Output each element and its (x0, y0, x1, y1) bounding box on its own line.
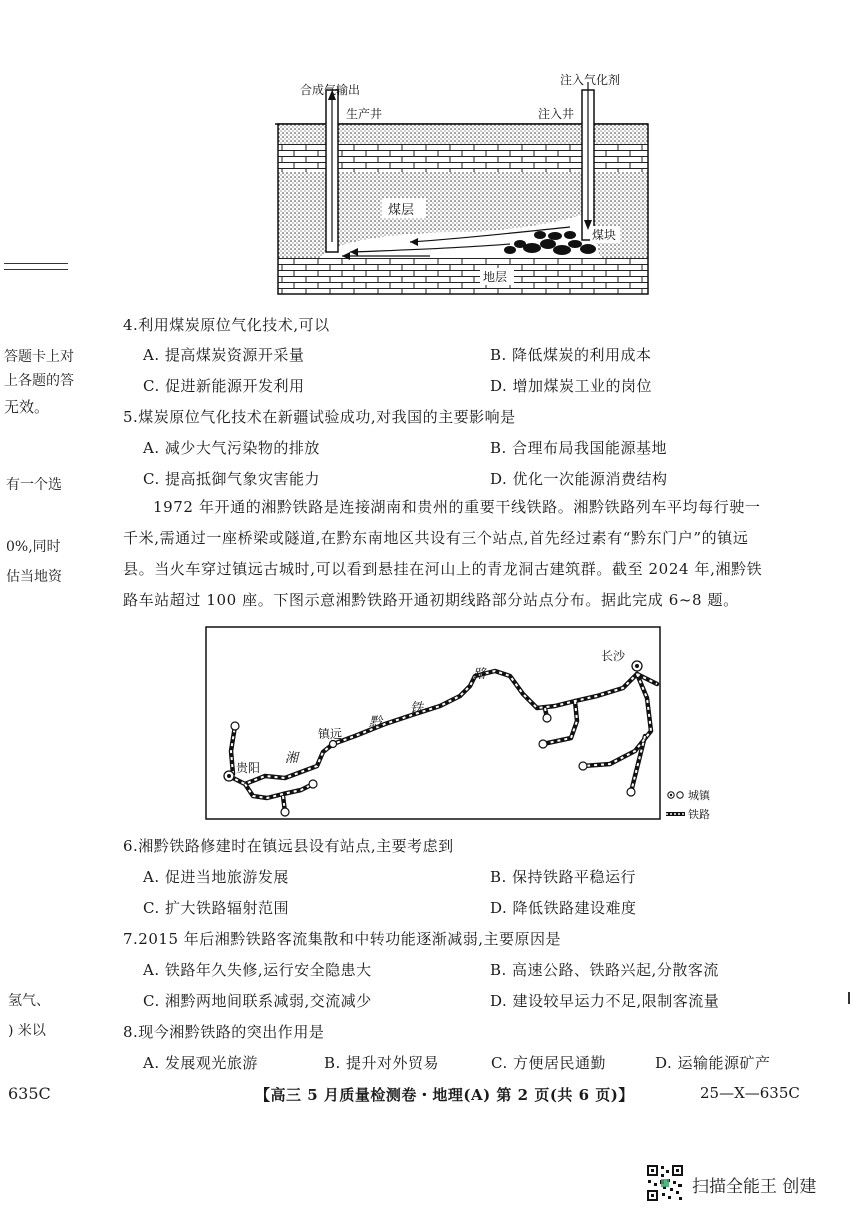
question-4-option-d: D. 增加煤炭工业的岗位 (490, 377, 653, 395)
passage-line-3: 县。当火车穿过镇远古城时,可以看到悬挂在河山上的青龙洞古建筑群。截至 2024 年,湘黔铁 (123, 560, 763, 578)
question-8-option-b: B. 提升对外贸易 (324, 1054, 440, 1072)
city-guiyang-label: 贵阳 (236, 761, 261, 775)
question-7-option-c: C. 湘黔两地间联系减弱,交流减少 (143, 992, 372, 1010)
gas-output-label: 合成气输出 (300, 83, 361, 97)
question-7-stem: 7.2015 年后湘黔铁路客流集散和中转功能逐渐减弱,主要原因是 (123, 930, 562, 948)
injection-well-label: 注入井 (538, 107, 575, 121)
question-6-option-a: A. 促进当地旅游发展 (143, 868, 289, 886)
question-4-option-a: A. 提高煤炭资源开采量 (143, 346, 305, 364)
question-4-option-b: B. 降低煤炭的利用成本 (490, 346, 652, 364)
map-legend (666, 788, 711, 821)
city-changsha-marker (632, 661, 642, 671)
production-well-label: 生产井 (346, 107, 383, 121)
margin-text-1: 答题卡上对 (4, 349, 74, 365)
town-zhenyuan-label: 镇远 (318, 727, 343, 741)
scanner-watermark-text: 扫描全能王 创建 (692, 1177, 817, 1197)
qr-code-icon (646, 1164, 684, 1202)
question-7-option-b: B. 高速公路、铁路兴起,分散客流 (490, 961, 719, 979)
stratum-label: 地层 (483, 270, 508, 284)
coal-gasification-diagram (270, 72, 655, 302)
question-6-option-c: C. 扩大铁路辐射范围 (143, 899, 289, 917)
question-7-option-a: A. 铁路年久失修,运行安全隐患大 (143, 961, 372, 979)
passage-line-4: 路车站超过 100 座。下图示意湘黔铁路开通初期线路部分站点分布。据此完成 6~8 题。 (123, 591, 739, 609)
margin-text-6: 估当地资 (6, 569, 62, 585)
margin-text-7: 氢气、 (8, 993, 50, 1009)
margin-rule (4, 263, 68, 264)
right-edge-mark (848, 992, 850, 1004)
question-4-stem: 4.利用煤炭原位气化技术,可以 (123, 316, 330, 334)
question-5-option-b: B. 合理布局我国能源基地 (490, 439, 668, 457)
coal-block-label: 煤块 (592, 228, 617, 242)
margin-text-8: ) 米以 (8, 1023, 46, 1039)
rail-label-char-2: 黔 (369, 715, 383, 730)
question-5-option-a: A. 减少大气污染物的排放 (143, 439, 320, 457)
question-5-stem: 5.煤炭原位气化技术在新疆试验成功,对我国的主要影响是 (123, 408, 516, 426)
passage-line-1: 1972 年开通的湘黔铁路是连接湖南和贵州的重要干线铁路。湘黔铁路列车平均每行驶一 (153, 498, 761, 516)
railway-map (205, 626, 725, 826)
question-8-option-a: A. 发展观光旅游 (143, 1054, 258, 1072)
rail-label-char-3: 铁 (410, 701, 424, 716)
question-4-option-c: C. 促进新能源开发利用 (143, 377, 305, 395)
margin-text-4: 有一个选 (6, 477, 62, 493)
question-8-option-d: D. 运输能源矿产 (655, 1054, 771, 1072)
margin-text-2: 上各题的答 (4, 373, 74, 389)
page-footer-code: 25—X—635C (700, 1084, 800, 1102)
question-6-stem: 6.湘黔铁路修建时在镇远县设有站点,主要考虑到 (123, 837, 454, 855)
question-8-stem: 8.现今湘黔铁路的突出作用是 (123, 1023, 325, 1041)
rail-label-char-4: 路 (473, 667, 487, 682)
rail-label-char-1: 湘 (285, 751, 299, 766)
margin-rule-2 (4, 269, 68, 270)
page-footer-title: 【高三 5 月质量检测卷・地理(A) 第 2 页(共 6 页)】 (255, 1086, 634, 1104)
question-6-option-d: D. 降低铁路建设难度 (490, 899, 637, 917)
inject-agent-label: 注入气化剂 (560, 73, 621, 87)
margin-text-9: 635C (8, 1084, 51, 1103)
question-5-option-d: D. 优化一次能源消费结构 (490, 470, 668, 488)
city-guiyang-marker (224, 771, 234, 781)
legend-city-label: 城镇 (688, 789, 710, 802)
margin-text-3: 无效。 (4, 398, 50, 416)
coal-seam-label: 煤层 (388, 203, 415, 218)
margin-text-5: 0%,同时 (6, 539, 61, 555)
question-5-option-c: C. 提高抵御气象灾害能力 (143, 470, 320, 488)
passage (123, 492, 793, 616)
question-8-option-c: C. 方便居民通勤 (491, 1054, 606, 1072)
city-changsha-label: 长沙 (601, 649, 626, 663)
question-6-option-b: B. 保持铁路平稳运行 (490, 868, 637, 886)
passage-line-2: 千米,需通过一座桥梁或隧道,在黔东南地区共设有三个站点,首先经过素有“黔东门户”的镇远 (123, 529, 749, 547)
question-7-option-d: D. 建设较早运力不足,限制客流量 (490, 992, 720, 1010)
legend-rail-label: 铁路 (688, 808, 710, 821)
